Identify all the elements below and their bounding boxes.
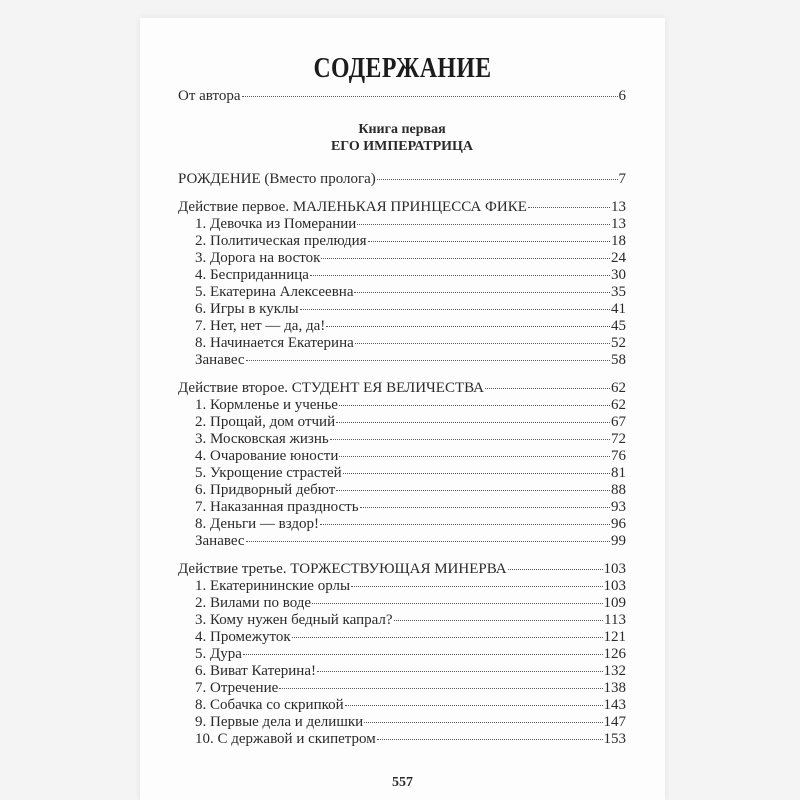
toc-chapter-entry bbox=[178, 533, 626, 550]
toc-entry-label: 2. Политическая прелюдия bbox=[195, 233, 367, 249]
toc-chapter-entry bbox=[178, 680, 626, 697]
leader-dots bbox=[336, 490, 610, 491]
toc-entry-label: 5. Екатерина Алексеевна bbox=[195, 284, 354, 300]
toc-entry-page: 41 bbox=[611, 301, 626, 317]
toc-entry-label: 8. Деньги — вздор! bbox=[195, 516, 319, 532]
toc-entry-page: 76 bbox=[611, 448, 626, 464]
leader-dots bbox=[339, 456, 610, 457]
toc-entry-label: 5. Дура bbox=[195, 646, 242, 662]
toc-entry-label: 4. Очарование юности bbox=[195, 448, 339, 464]
toc-entry-label: 6. Придворный дебют bbox=[195, 482, 336, 498]
toc-chapter-entry bbox=[178, 612, 626, 629]
toc-entry-label: Действие третье. ТОРЖЕСТВУЮЩАЯ МИНЕРВА bbox=[178, 561, 507, 577]
toc-entry-page: 109 bbox=[603, 595, 626, 611]
leader-dots bbox=[300, 309, 610, 310]
leader-dots bbox=[339, 405, 610, 406]
toc-entry-page: 99 bbox=[611, 533, 626, 549]
toc-entry-page: 143 bbox=[603, 697, 626, 713]
toc-entry-label: 8. Собачка со скрипкой bbox=[195, 697, 344, 713]
book-heading-line2: ЕГО ИМПЕРАТРИЦА bbox=[330, 139, 474, 154]
toc-entry-label: РОЖДЕНИЕ (Вместо пролога) bbox=[178, 171, 376, 187]
toc-entry-page: 121 bbox=[603, 629, 626, 645]
leader-dots bbox=[364, 722, 602, 723]
toc-entry-page: 153 bbox=[603, 731, 626, 747]
leader-dots bbox=[485, 388, 610, 389]
toc-chapter-entry bbox=[178, 431, 626, 448]
toc-chapter-entry bbox=[178, 516, 626, 533]
toc-chapter-entry bbox=[178, 465, 626, 482]
toc-entry-page: 96 bbox=[611, 516, 626, 532]
toc-entry-page: 132 bbox=[603, 663, 626, 679]
leader-dots bbox=[320, 524, 610, 525]
toc-entry-page: 13 bbox=[611, 199, 626, 215]
leader-dots bbox=[312, 603, 602, 604]
page-title: СОДЕРЖАНИЕ bbox=[313, 52, 492, 84]
toc-entry-label: 10. С державой и скипетром bbox=[195, 731, 376, 747]
toc-entry-page: 30 bbox=[611, 267, 626, 283]
table-of-contents bbox=[178, 88, 626, 748]
leader-dots bbox=[330, 439, 610, 440]
toc-entry-label: 8. Начинается Екатерина bbox=[195, 335, 354, 351]
toc-entry-page: 138 bbox=[603, 680, 626, 696]
toc-entry-label: 6. Виват Катерина! bbox=[195, 663, 316, 679]
leader-dots bbox=[243, 654, 603, 655]
book-heading-line1: Книга первая bbox=[358, 122, 446, 137]
leader-dots bbox=[292, 637, 603, 638]
toc-chapter-entry bbox=[178, 318, 626, 335]
leader-dots bbox=[377, 179, 618, 180]
leader-dots bbox=[317, 671, 603, 672]
toc-chapter-entry bbox=[178, 646, 626, 663]
toc-entry-page: 88 bbox=[611, 482, 626, 498]
page-number: 557 bbox=[392, 775, 413, 790]
leader-dots bbox=[377, 739, 603, 740]
toc-entry-label: 3. Дорога на восток bbox=[195, 250, 321, 266]
leader-dots bbox=[360, 507, 610, 508]
toc-chapter-entry bbox=[178, 216, 626, 233]
toc-chapter-entry bbox=[178, 284, 626, 301]
leader-dots bbox=[246, 360, 610, 361]
toc-entry-label: 3. Кому нужен бедный капрал? bbox=[195, 612, 393, 628]
leader-dots bbox=[354, 292, 610, 293]
toc-chapter-entry bbox=[178, 714, 626, 731]
toc-entry-page: 126 bbox=[603, 646, 626, 662]
toc-entry-label: 3. Московская жизнь bbox=[195, 431, 329, 447]
leader-dots bbox=[394, 620, 604, 621]
toc-chapter-entry bbox=[178, 301, 626, 318]
toc-entry-page: 113 bbox=[604, 612, 626, 628]
toc-chapter-entry bbox=[178, 629, 626, 646]
toc-chapter-entry bbox=[178, 663, 626, 680]
toc-entry-page: 35 bbox=[611, 284, 626, 300]
toc-entry-label: 7. Нет, нет — да, да! bbox=[195, 318, 326, 334]
toc-chapter-entry bbox=[178, 233, 626, 250]
toc-entry-label: 2. Вилами по воде bbox=[195, 595, 312, 611]
toc-chapter-entry bbox=[178, 499, 626, 516]
toc-chapter-entry bbox=[178, 397, 626, 414]
toc-chapter-entry bbox=[178, 414, 626, 431]
toc-chapter-entry bbox=[178, 335, 626, 352]
toc-entry-label: Действие первое. МАЛЕНЬКАЯ ПРИНЦЕССА ФИКЕ bbox=[178, 199, 527, 215]
leader-dots bbox=[508, 569, 603, 570]
toc-entry-preface bbox=[178, 88, 626, 105]
toc-act-heading bbox=[178, 561, 626, 578]
toc-chapter-entry bbox=[178, 697, 626, 714]
toc-entry-label: 9. Первые дела и делишки bbox=[195, 714, 364, 730]
leader-dots bbox=[528, 207, 610, 208]
toc-entry-label: 1. Девочка из Померании bbox=[195, 216, 357, 232]
toc-entry-page: 103 bbox=[603, 578, 626, 594]
leader-dots bbox=[336, 422, 610, 423]
leader-dots bbox=[246, 541, 610, 542]
toc-entry-label: Действие второе. СТУДЕНТ ЕЯ ВЕЛИЧЕСТВА bbox=[178, 380, 485, 396]
toc-chapter-entry bbox=[178, 448, 626, 465]
toc-entry-page: 93 bbox=[611, 499, 626, 515]
book-heading bbox=[178, 121, 626, 155]
toc-entry-label: Занавес bbox=[195, 533, 245, 549]
toc-entry-page: 52 bbox=[611, 335, 626, 351]
leader-dots bbox=[351, 586, 602, 587]
toc-entry-page: 72 bbox=[611, 431, 626, 447]
toc-entry-page: 13 bbox=[611, 216, 626, 232]
toc-act-heading bbox=[178, 199, 626, 216]
leader-dots bbox=[357, 224, 610, 225]
toc-entry-label: 2. Прощай, дом отчий bbox=[195, 414, 336, 430]
toc-entry-prologue bbox=[178, 171, 626, 188]
leader-dots bbox=[343, 473, 610, 474]
acts-list bbox=[178, 199, 626, 748]
toc-entry-page: 58 bbox=[611, 352, 626, 368]
toc-entry-label: 7. Отречение bbox=[195, 680, 279, 696]
leader-dots bbox=[368, 241, 610, 242]
toc-entry-label: 4. Бесприданница bbox=[195, 267, 309, 283]
leader-dots bbox=[355, 343, 610, 344]
toc-act-heading bbox=[178, 380, 626, 397]
toc-entry-page: 147 bbox=[603, 714, 626, 730]
toc-chapter-entry bbox=[178, 482, 626, 499]
toc-entry-label: 1. Екатерининские орлы bbox=[195, 578, 351, 594]
toc-entry-page: 67 bbox=[611, 414, 626, 430]
toc-entry-page: 6 bbox=[618, 88, 626, 104]
toc-entry-page: 18 bbox=[611, 233, 626, 249]
leader-dots bbox=[310, 275, 610, 276]
leader-dots bbox=[242, 96, 618, 97]
toc-entry-page: 81 bbox=[611, 465, 626, 481]
toc-entry-page: 7 bbox=[618, 171, 626, 187]
toc-entry-page: 62 bbox=[611, 380, 626, 396]
book-page bbox=[140, 18, 665, 800]
toc-chapter-entry bbox=[178, 352, 626, 369]
toc-entry-page: 24 bbox=[611, 250, 626, 266]
leader-dots bbox=[326, 326, 610, 327]
toc-entry-label: 1. Кормленье и ученье bbox=[195, 397, 338, 413]
toc-chapter-entry bbox=[178, 595, 626, 612]
toc-chapter-entry bbox=[178, 250, 626, 267]
toc-entry-label: 7. Наказанная праздность bbox=[195, 499, 359, 515]
toc-entry-label: 6. Игры в куклы bbox=[195, 301, 299, 317]
toc-entry-page: 62 bbox=[611, 397, 626, 413]
toc-entry-label: 5. Укрощение страстей bbox=[195, 465, 342, 481]
toc-chapter-entry bbox=[178, 731, 626, 748]
toc-entry-label: От автора bbox=[178, 88, 241, 104]
toc-entry-label: 4. Промежуток bbox=[195, 629, 291, 645]
toc-entry-page: 45 bbox=[611, 318, 626, 334]
leader-dots bbox=[321, 258, 610, 259]
leader-dots bbox=[345, 705, 603, 706]
toc-entry-page: 103 bbox=[603, 561, 626, 577]
leader-dots bbox=[279, 688, 602, 689]
toc-entry-label: Занавес bbox=[195, 352, 245, 368]
toc-chapter-entry bbox=[178, 267, 626, 284]
toc-chapter-entry bbox=[178, 578, 626, 595]
